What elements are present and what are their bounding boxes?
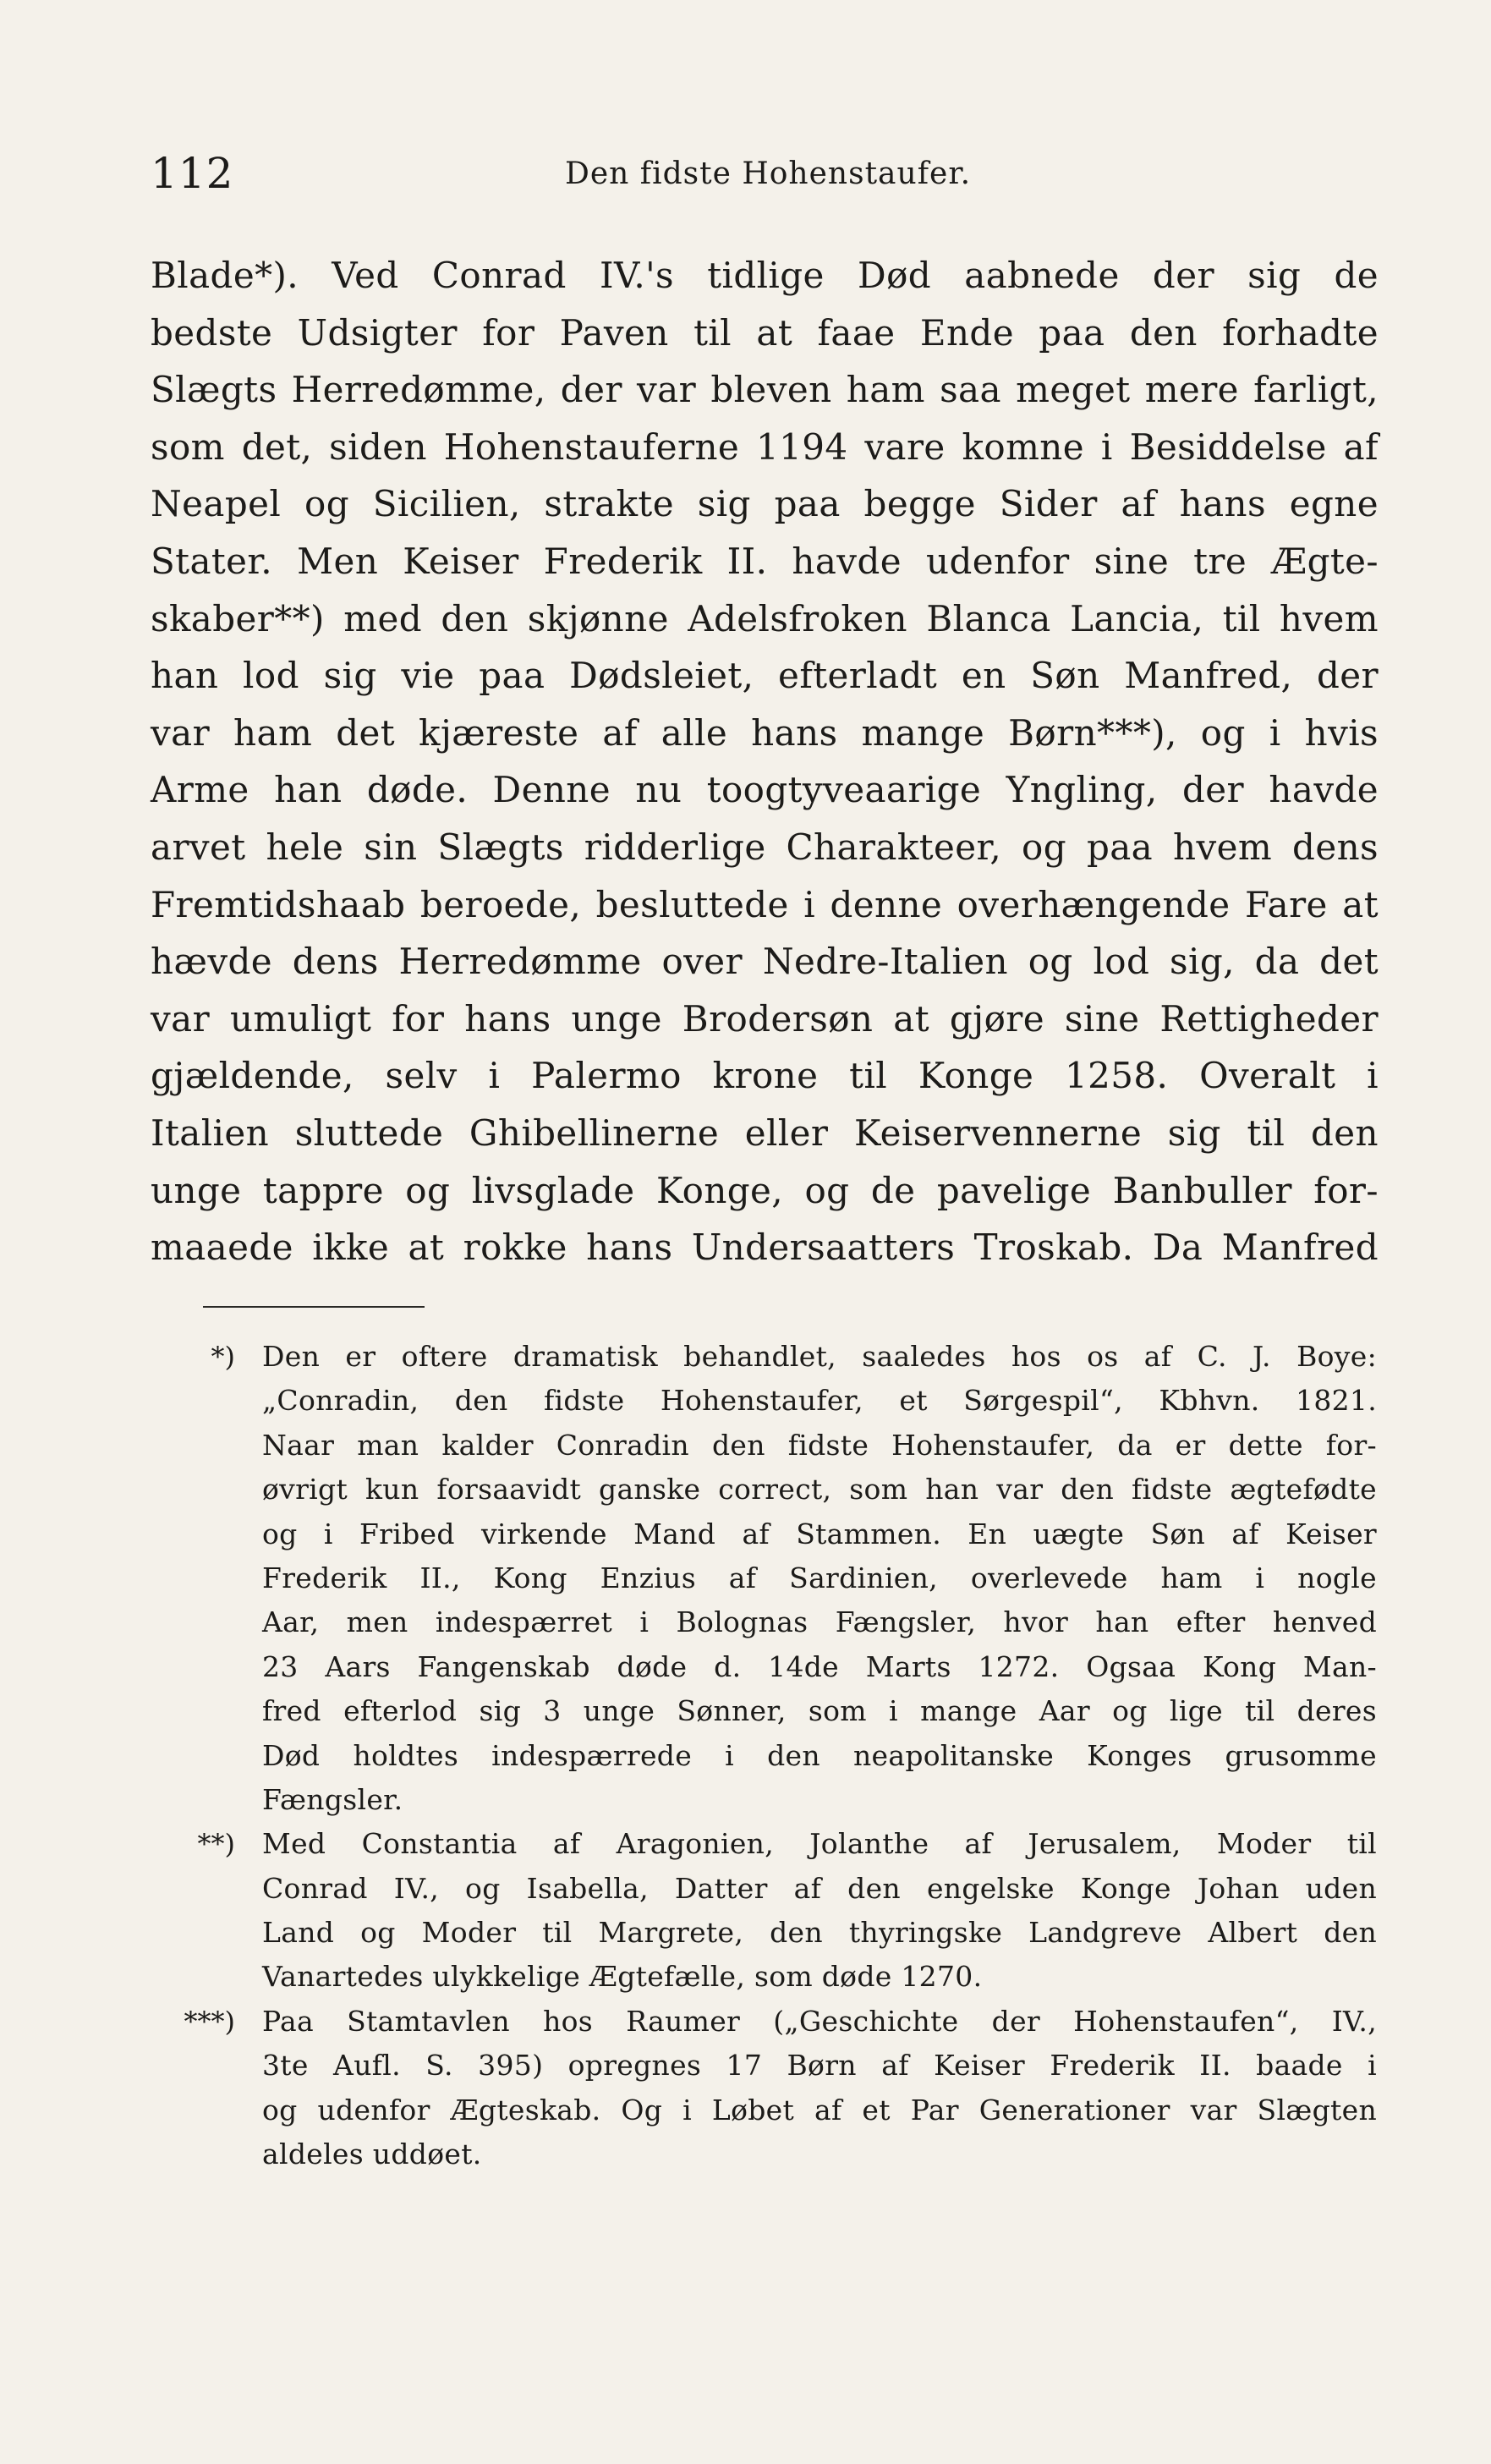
- footnotes: [0, 1335, 1491, 2176]
- footnote-body: [262, 2000, 1377, 2177]
- footnote-line: og udenfor Ægteskab. Og i Løbet af et Par Generationer var Slægten: [262, 2093, 1377, 2127]
- footnote-body: [262, 1822, 1377, 2000]
- footnote-line: Den er oftere dramatisk behandlet, saaledes hos os af C. J. Boye:: [262, 1340, 1377, 1373]
- footnote-line: Aar, men indespærret i Bolognas Fængsler, hvor han efter henved: [262, 1605, 1377, 1639]
- text-line: unge tappre og livsglade Konge, og de pavelige Banbuller for-: [151, 1169, 1379, 1211]
- footnote-line: Død holdtes indespærrede i den neapolitanske Konges grusomme: [262, 1738, 1377, 1772]
- footnote-line: „Conradin, den fidste Hohenstaufer, et Sørgespil“, Kbhvn. 1821.: [262, 1384, 1377, 1418]
- text-line: arvet hele sin Slægts ridderlige Charakteer, og paa hvem dens: [151, 826, 1379, 868]
- footnote-2: [0, 1822, 1491, 2000]
- footnote-line: Land og Moder til Margrete, den thyringske Landgreve Albert den: [262, 1916, 1377, 1950]
- text-line: var ham det kjæreste af alle hans mange Børn***), og i hvis: [151, 711, 1379, 754]
- footnote-line: Frederik II., Kong Enzius af Sardinien, overlevede ham i nogle: [262, 1561, 1377, 1594]
- footnote-line: aldeles uddøet.: [262, 2137, 482, 2171]
- text-line: maaede ikke at rokke hans Undersaatters Troskab. Da Manfred: [151, 1227, 1379, 1269]
- footnote-line: og i Fribed virkende Mand af Stammen. En uægte Søn af Keiser: [262, 1517, 1377, 1550]
- text-line: han lod sig vie paa Dødsleiet, efterladt en Søn Manfred, der: [151, 655, 1379, 697]
- footnote-marker: ***): [184, 2005, 235, 2038]
- text-line: hævde dens Herredømme over Nedre-Italien og lod sig, da det: [151, 941, 1379, 983]
- text-line: Arme han døde. Denne nu toogtyveaarige Yngling, der havde: [151, 769, 1379, 811]
- text-line: Stater. Men Keiser Frederik II. havde udenfor sine tre Ægte-: [151, 540, 1379, 582]
- text-line: skaber**) med den skjønne Adelsfroken Blanca Lancia, til hvem: [151, 597, 1379, 639]
- main-text-block: [151, 247, 1379, 1276]
- footnote-line: Conrad IV., og Isabella, Datter af den engelske Konge Johan uden: [262, 1871, 1377, 1905]
- footnote-separator: [203, 1306, 425, 1308]
- page-header: [151, 144, 1385, 203]
- footnote-line: Naar man kalder Conradin den fidste Hohenstaufer, da er dette for-: [262, 1428, 1377, 1462]
- footnote-line: Paa Stamtavlen hos Raumer („Geschichte der Hohenstaufen“, IV.,: [262, 2004, 1377, 2038]
- footnote-line: Fængsler.: [262, 1782, 403, 1816]
- text-line: som det, siden Hohenstauferne 1194 vare komne i Besiddelse af: [151, 425, 1379, 468]
- footnote-marker: *): [211, 1341, 235, 1373]
- footnote-marker: **): [197, 1828, 235, 1861]
- text-line: gjældende, selv i Palermo krone til Konge 1258. Overalt i: [151, 1055, 1379, 1097]
- footnote-line: øvrigt kun forsaavidt ganske correct, som han var den fidste ægtefødte: [262, 1473, 1377, 1506]
- text-line: Fremtidshaab beroede, besluttede i denne overhængende Fare at: [151, 883, 1379, 925]
- text-line: Neapel og Sicilien, strakte sig paa begge Sider af hans egne: [151, 483, 1379, 525]
- footnote-line: 3te Aufl. S. 395) opregnes 17 Børn af Keiser Frederik II. baade i: [262, 2049, 1377, 2083]
- text-line: Blade*). Ved Conrad IV.'s tidlige Død aabnede der sig de: [151, 255, 1379, 296]
- footnote-line: Med Constantia af Aragonien, Jolanthe af Jerusalem, Moder til: [262, 1827, 1377, 1861]
- footnote-line: fred efterlod sig 3 unge Sønner, som i mange Aar og lige til deres: [262, 1694, 1377, 1728]
- page-number: 112: [151, 149, 234, 198]
- footnote-line: 23 Aars Fangenskab døde d. 14de Marts 1272. Ogsaa Kong Man-: [262, 1649, 1377, 1683]
- text-line: var umuligt for hans unge Brodersøn at gjøre sine Rettigheder: [151, 997, 1379, 1040]
- footnote-line: Vanartedes ulykkelige Ægtefælle, som døde 1270.: [262, 1960, 983, 1994]
- text-line: Slægts Herredømme, der var bleven ham saa meget mere farligt,: [151, 369, 1379, 411]
- footnote-1: [0, 1335, 1491, 1822]
- text-line: bedste Udsigter for Paven til at faae Ende paa den forhadte: [151, 311, 1379, 354]
- text-line: Italien sluttede Ghibellinerne eller Keiservennerne sig til den: [151, 1111, 1379, 1154]
- running-title: Den fidste Hohenstaufer.: [564, 156, 972, 191]
- footnote-3: [0, 2000, 1491, 2177]
- footnote-body: [262, 1335, 1377, 1822]
